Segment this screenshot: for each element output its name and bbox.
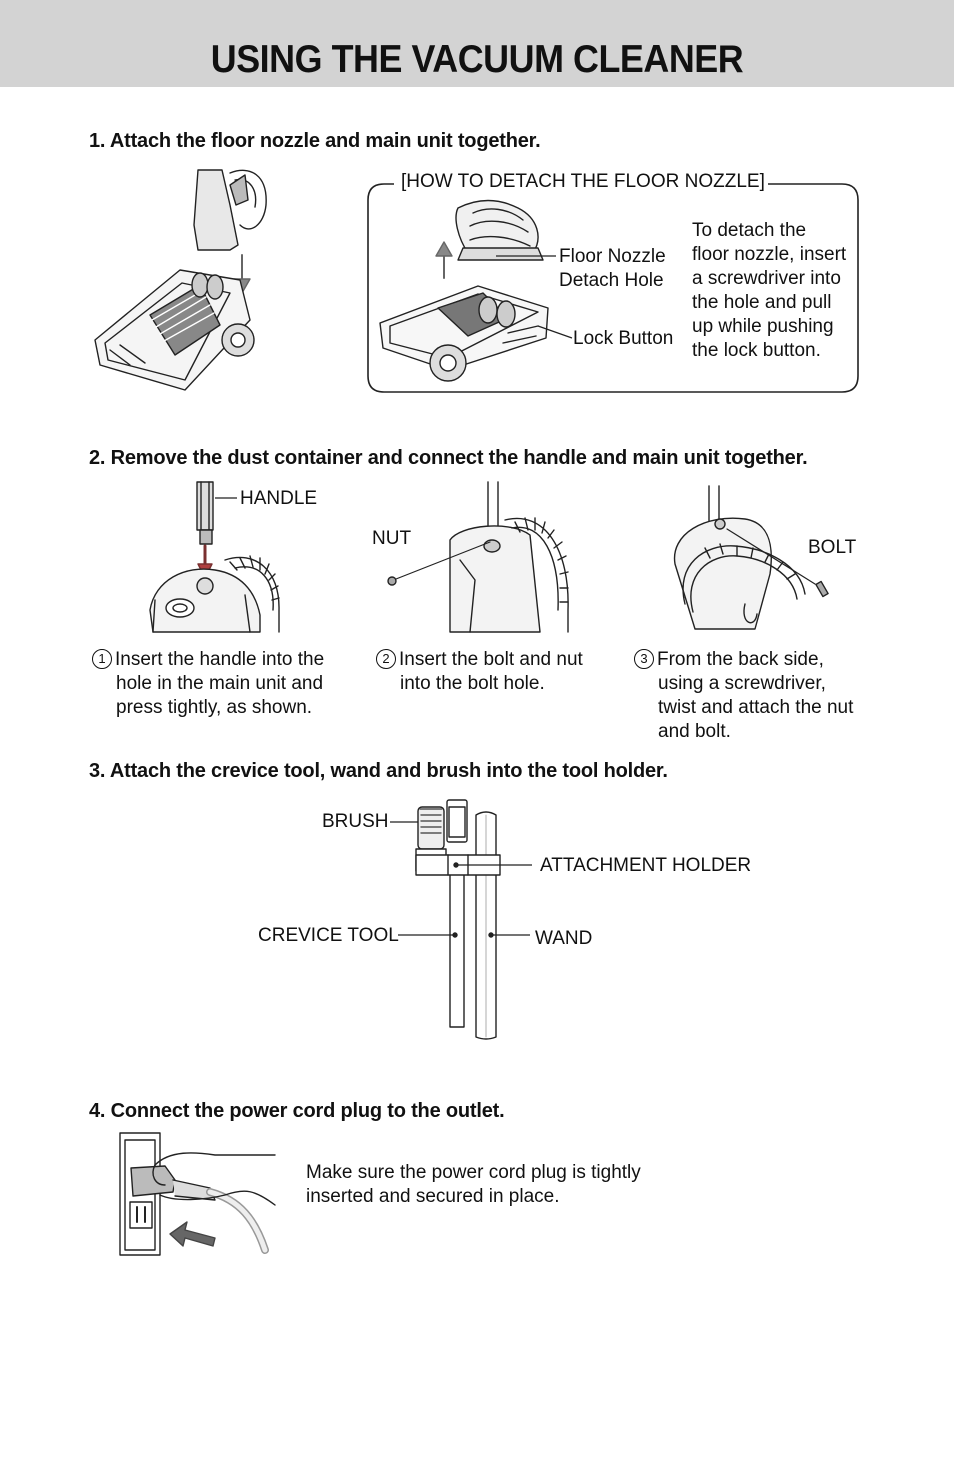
label-bolt: BOLT	[808, 537, 857, 558]
step-2-1-line-1: Insert the handle into the	[115, 649, 325, 670]
section-2-heading: 2. Remove the dust container and connect the handle and main unit together.	[89, 447, 808, 469]
tool-holder-illustration	[390, 795, 540, 1045]
step-2-3-line-1: From the back side,	[657, 649, 824, 670]
plug-desc-line-2: inserted and secured in place.	[306, 1186, 560, 1207]
section-1-heading: 1. Attach the floor nozzle and main unit together.	[89, 130, 541, 152]
page-title: USING THE VACUUM CLEANER	[210, 38, 744, 81]
detach-desc-line-5: up while pushing	[692, 316, 834, 337]
detach-desc-line-2: floor nozzle, insert	[692, 244, 847, 265]
step-2-2-line-1: Insert the bolt and nut	[399, 649, 583, 670]
power-plug-illustration	[115, 1130, 275, 1260]
step-2-2-line-2: into the bolt hole.	[400, 673, 545, 694]
step-number-3: 3	[634, 649, 654, 669]
detach-desc-line-1: To detach the	[692, 220, 807, 241]
detach-desc-line-6: the lock button.	[692, 340, 821, 361]
detach-box-title: [HOW TO DETACH THE FLOOR NOZZLE]	[398, 170, 768, 194]
section-3-heading: 3. Attach the crevice tool, wand and brush into the tool holder.	[89, 760, 668, 782]
step-2-1	[92, 648, 324, 720]
step-number-1: 1	[92, 649, 112, 669]
nozzle-attach-illustration	[90, 165, 270, 400]
label-attachment-holder: ATTACHMENT HOLDER	[540, 855, 752, 876]
step-number-2: 2	[376, 649, 396, 669]
step-2-3-line-4: and bolt.	[658, 721, 731, 742]
label-lock-button: Lock Button	[573, 328, 674, 349]
bolt-nut-illustration	[380, 480, 580, 635]
label-nut: NUT	[372, 528, 412, 549]
section-4-heading: 4. Connect the power cord plug to the outlet.	[89, 1100, 505, 1122]
label-detach-hole: Detach Hole	[559, 270, 664, 291]
step-2-1-line-3: press tightly, as shown.	[116, 697, 313, 718]
detach-desc-line-4: the hole and pull	[692, 292, 832, 313]
label-handle: HANDLE	[240, 488, 318, 509]
label-floor-nozzle: Floor Nozzle	[559, 246, 666, 267]
step-2-1-line-2: hole in the main unit and	[116, 673, 324, 694]
label-wand: WAND	[535, 928, 593, 949]
detach-desc-line-3: a screwdriver into	[692, 268, 841, 289]
label-brush: BRUSH	[322, 811, 389, 832]
step-2-3-line-2: using a screwdriver,	[658, 673, 826, 694]
detach-nozzle-illustration	[378, 198, 558, 388]
plug-desc-line-1: Make sure the power cord plug is tightly	[306, 1162, 641, 1183]
step-2-3-line-3: twist and attach the nut	[658, 697, 854, 718]
step-2-2	[376, 648, 583, 696]
step-2-3	[634, 648, 853, 744]
label-crevice-tool: CREVICE TOOL	[258, 925, 399, 946]
